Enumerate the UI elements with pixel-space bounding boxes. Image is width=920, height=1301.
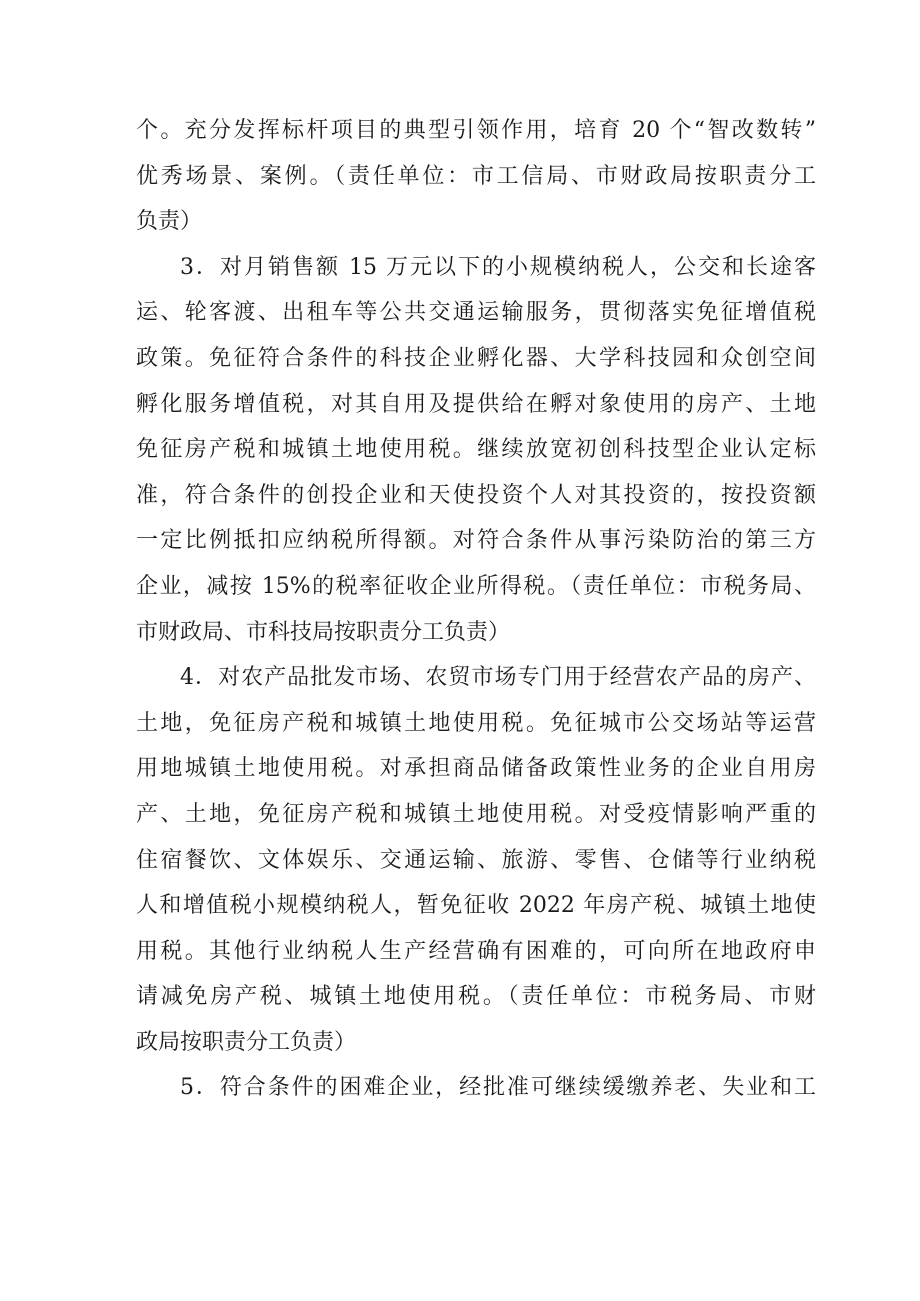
- text-line: 孵化服务增值税，对其自用及提供给在孵对象使用的房产、土地: [136, 391, 816, 417]
- text-line: 请减免房产税、城镇土地使用税。（责任单位：市税务局、市财: [136, 984, 816, 1010]
- document-body: [136, 108, 816, 1111]
- paragraph-item-4-start: 4．对农产品批发市场、农贸市场专门用于经营农产品的房产、: [180, 665, 816, 691]
- text-line: 准，符合条件的创投企业和天使投资个人对其投资的，按投资额: [136, 482, 816, 508]
- text-line: 政局按职责分工负责）: [136, 1029, 357, 1055]
- paragraph-item-5-start: 5．符合条件的困难企业，经批准可继续缓缴养老、失业和工: [180, 1075, 816, 1101]
- text-line: 用地城镇土地使用税。对承担商品储备政策性业务的企业自用房: [136, 756, 816, 782]
- text-line: 政策。免征符合条件的科技企业孵化器、大学科技园和众创空间: [136, 345, 816, 371]
- paragraph-item-3-start: 3．对月销售额 15 万元以下的小规模纳税人，公交和长途客: [180, 254, 816, 280]
- text-line: 一定比例抵扣应纳税所得额。对符合条件从事污染防治的第三方: [136, 528, 816, 554]
- text-line: 住宿餐饮、文体娱乐、交通运输、旅游、零售、仓储等行业纳税: [136, 847, 816, 873]
- text-line: 市财政局、市科技局按职责分工负责）: [136, 619, 511, 645]
- text-line: 负责）: [136, 209, 203, 235]
- text-line: 企业，减按 15%的税率征收企业所得税。（责任单位：市税务局、: [136, 573, 816, 599]
- text-line: 运、轮客渡、出租车等公共交通运输服务，贯彻落实免征增值税: [136, 300, 816, 326]
- text-line: 免征房产税和城镇土地使用税。继续放宽初创科技型企业认定标: [136, 437, 816, 463]
- text-line: 用税。其他行业纳税人生产经营确有困难的，可向所在地政府申: [136, 938, 816, 964]
- text-line: 土地，免征房产税和城镇土地使用税。免征城市公交场站等运营: [136, 710, 816, 736]
- text-line: 优秀场景、案例。（责任单位：市工信局、市财政局按职责分工: [136, 163, 816, 189]
- text-line: 个。充分发挥标杆项目的典型引领作用，培育 20 个“智改数转”: [136, 118, 816, 143]
- text-line: 产、土地，免征房产税和城镇土地使用税。对受疫情影响严重的: [136, 801, 816, 827]
- text-line: 人和增值税小规模纳税人，暂免征收 2022 年房产税、城镇土地使: [136, 893, 816, 919]
